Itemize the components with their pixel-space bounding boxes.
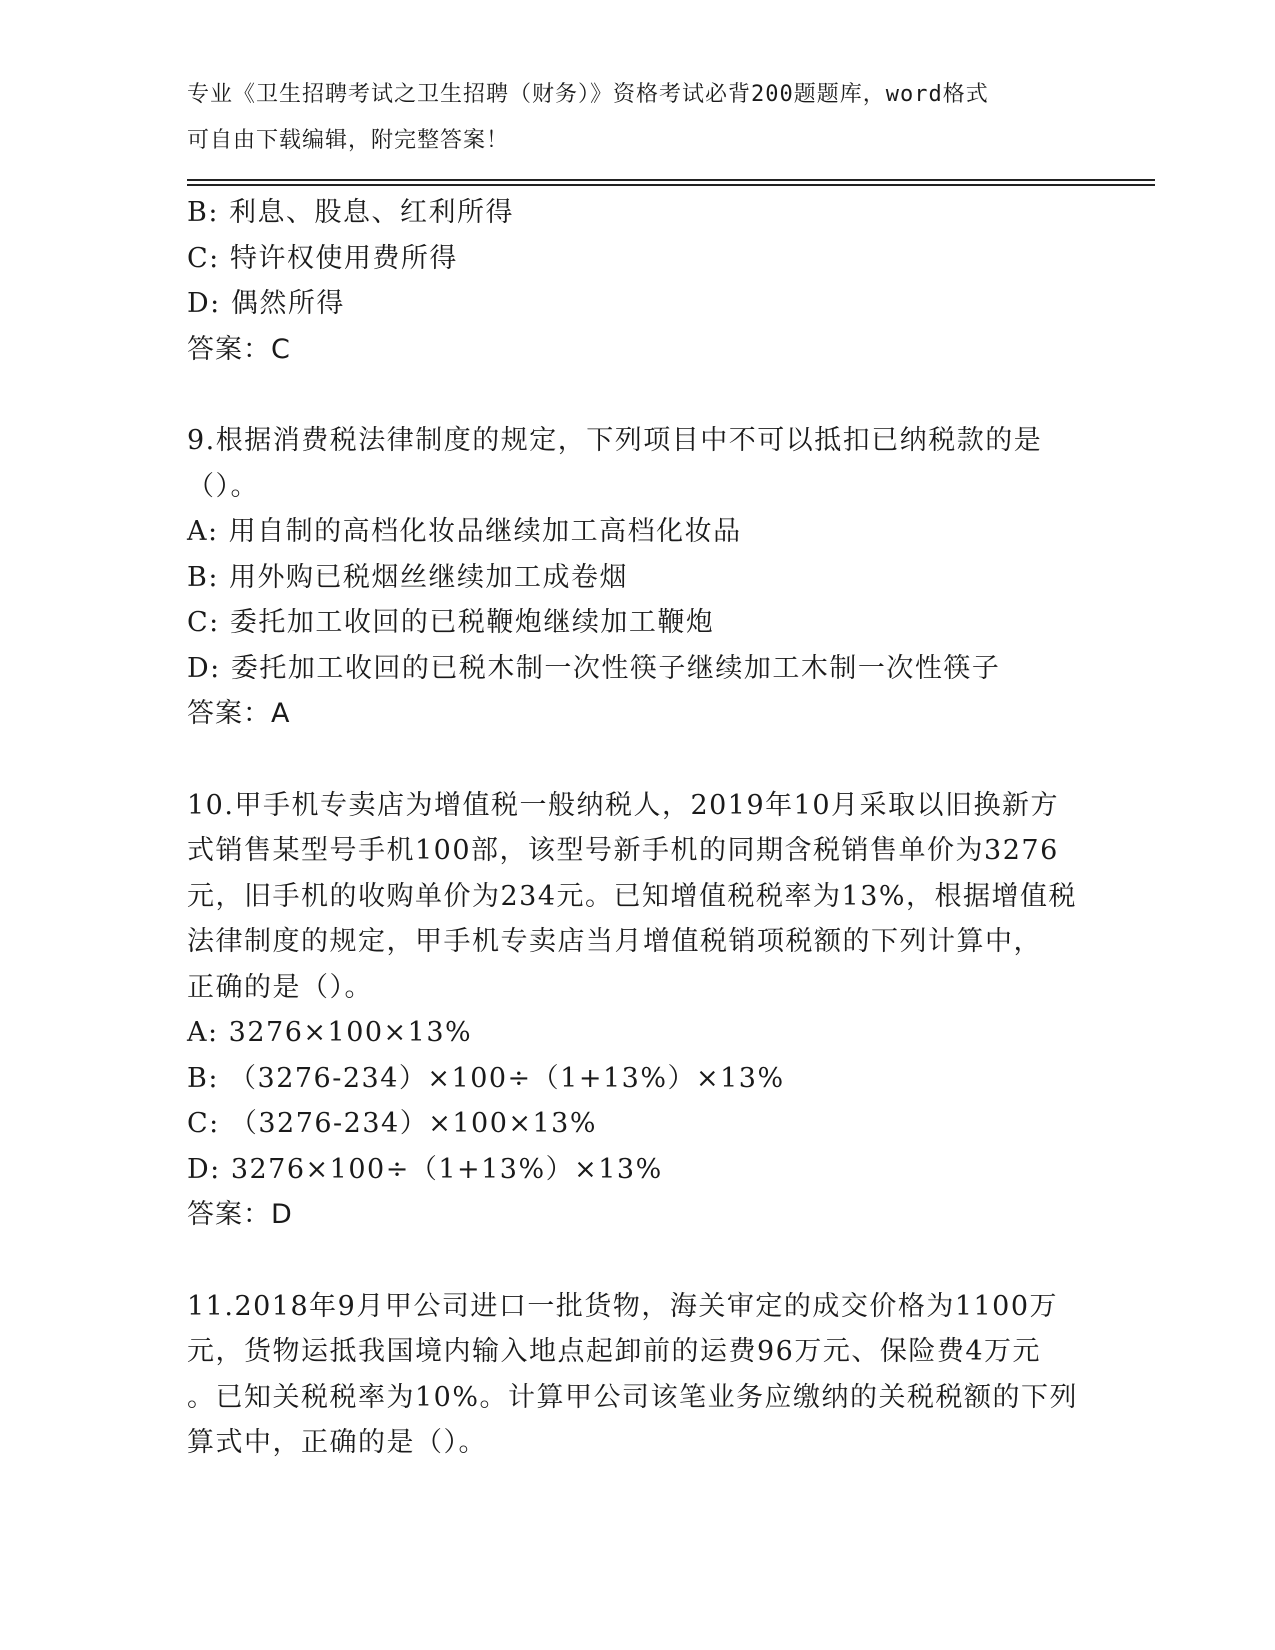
option-a: A: 3276×100×13%	[187, 1017, 473, 1048]
option-d: D: 委托加工收回的已税木制一次性筷子继续加工木制一次性筷子	[187, 652, 1001, 684]
answer-line: 答案：D	[187, 1199, 293, 1230]
question-stem	[187, 783, 1092, 1011]
option-d: D: 3276×100÷（1+13%）×13%	[187, 1153, 663, 1185]
option-c: C: （3276-234）×100×13%	[187, 1108, 598, 1139]
header-line-1: 专业《卫生招聘考试之卫生招聘（财务）》资格考试必背200题题库，word格式	[187, 82, 989, 107]
answer-line: 答案：A	[187, 698, 291, 729]
stem-line: 式销售某型号手机100部，该型号新手机的同期含税销售单价为3276	[187, 835, 1059, 866]
stem-line: 11.2018年9月甲公司进口一批货物，海关审定的成交价格为1100万	[187, 1290, 1059, 1322]
option-a: A: 用自制的高档化妆品继续加工高档化妆品	[187, 516, 742, 547]
stem-line: 正确的是（）。	[187, 971, 373, 1003]
stem-line: 算式中，正确的是（）。	[187, 1427, 487, 1458]
question-stem	[187, 1284, 1092, 1466]
option-b: B: （3276-234）×100÷（1+13%）×13%	[187, 1062, 785, 1094]
stem-line: 10.甲手机专卖店为增值税一般纳税人，2019年10月采取以旧换新方	[187, 789, 1060, 821]
option-c: C: 特许权使用费所得	[187, 242, 458, 274]
question-stem	[187, 418, 1092, 509]
stem-line: 。已知关税税率为10%。计算甲公司该笔业务应缴纳的关税税额的下列	[187, 1381, 1079, 1413]
header-rule-top	[187, 179, 1155, 181]
answer-line: 答案：C	[187, 333, 291, 365]
spacer	[187, 1238, 1092, 1284]
stem-line: 元，货物运抵我国境内输入地点起卸前的运费96万元、保险费4万元	[187, 1336, 1042, 1367]
spacer	[187, 737, 1092, 783]
stem-line: （）。	[187, 470, 259, 502]
header-rule-bottom	[187, 184, 1155, 186]
document-header	[187, 72, 1087, 163]
stem-line: 法律制度的规定，甲手机专卖店当月增值税销项税额的下列计算中，	[187, 926, 1042, 957]
question-11	[187, 1284, 1092, 1466]
stem-line: 元，旧手机的收购单价为234元。已知增值税税率为13%，根据增值税	[187, 880, 1078, 912]
option-b: B: 利息、股息、红利所得	[187, 197, 515, 228]
header-line-2: 可自由下载编辑，附完整答案！	[187, 127, 510, 153]
question-8-continued	[187, 190, 1092, 372]
question-10	[187, 783, 1092, 1238]
option-d: D: 偶然所得	[187, 288, 345, 319]
option-b: B: 用外购已税烟丝继续加工成卷烟	[187, 561, 629, 593]
question-9	[187, 418, 1092, 737]
stem-line: 9.根据消费税法律制度的规定，下列项目中不可以抵扣已纳税款的是	[187, 425, 1043, 456]
document-body	[187, 190, 1092, 1466]
spacer	[187, 372, 1092, 418]
option-c: C: 委托加工收回的已税鞭炮继续加工鞭炮	[187, 607, 715, 638]
